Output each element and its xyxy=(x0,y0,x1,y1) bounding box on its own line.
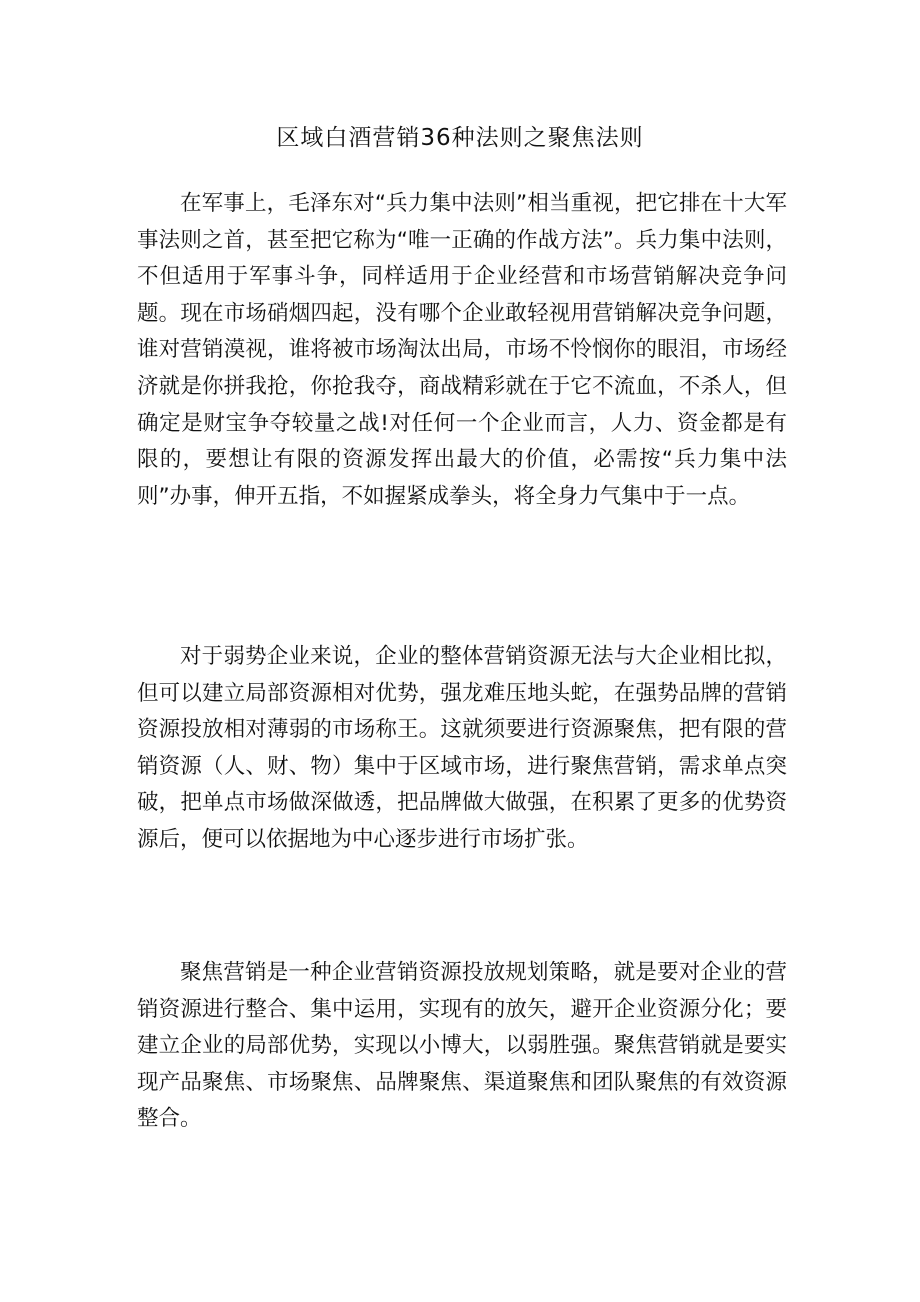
paragraph-1: 在军事上，毛泽东对“兵力集中法则”相当重视，把它排在十大军事法则之首，甚至把它称为“唯一正确的作战方法”。兵力集中法则，不但适用于军事斗争，同样适用于企业经营和市场营销解决竞争问题。现在市场硝烟四起，没有哪个企业敢轻视用营销解决竞争问题，谁对营销漠视，谁将被市场淘汰出局，市场不怜悯你的眼泪，市场经济就是你拼我抢，你抢我夺，商战精彩就在于它不流血，不杀人，但确定是财宝争夺较量之战!对任何一个企业而言，人力、资金都是有限的，要想让有限的资源发挥出最大的价值，必需按“兵力集中法则”办事，伸开五指，不如握紧成拳头，将全身力气集中于一点。 xyxy=(137,191,787,509)
document-title: 区域白酒营销36种法则之聚焦法则 xyxy=(276,125,644,151)
paragraph-3: 聚焦营销是一种企业营销资源投放规划策略，就是要对企业的营销资源进行整合、集中运用，实现有的放矢，避开企业资源分化；要建立企业的局部优势，实现以小博大，以弱胜强。聚焦营销就是要实现产品聚焦、市场聚焦、品牌聚焦、渠道聚焦和团队聚焦的有效资源整合。 xyxy=(137,960,787,1132)
paragraph-2: 对于弱势企业来说，企业的整体营销资源无法与大企业相比拟，但可以建立局部资源相对优势，强龙难压地头蛇，在强势品牌的营销资源投放相对薄弱的市场称王。这就须要进行资源聚焦，把有限的营销资源（人、财、物）集中于区域市场，进行聚焦营销，需求单点突破，把单点市场做深做透，把品牌做大做强，在积累了更多的优势资源后，便可以依据地为中心逐步进行市场扩张。 xyxy=(137,644,787,852)
